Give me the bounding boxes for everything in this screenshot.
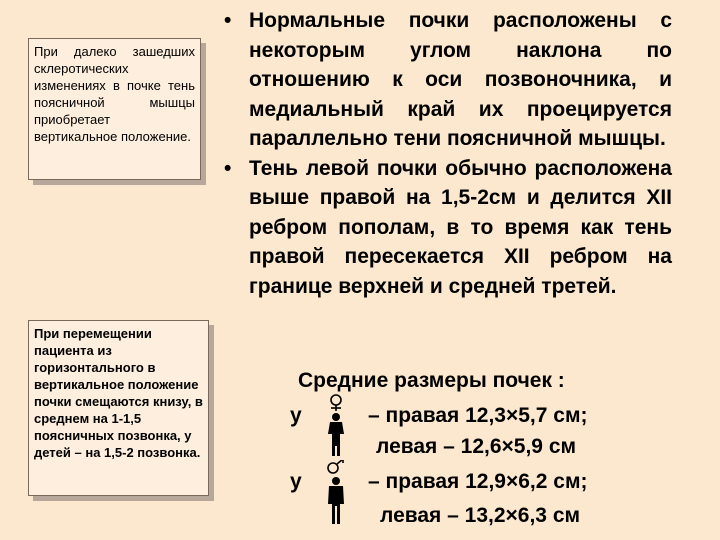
male-left-size: левая – 13,2×6,3 см — [380, 504, 581, 527]
note-bottom-text: При перемещении пациента из горизонтального в вертикальное положение почки смещаются книзу, в среднем на 1-1,5 поясничных позвонка, у детей – на 1,5-2 позвонка. — [34, 326, 203, 460]
female-left-size: левая – 12,6×5,9 см — [376, 435, 577, 458]
bullet-dot: • — [224, 9, 232, 32]
female-figure-icon — [316, 394, 356, 458]
bullet-text: Тень левой почки обычно расположена выше правой на 1,5-2см и делится XII ребром пополам, в то время как тень правой пересекается XII ребром на границе верхней и средней третей. — [249, 156, 672, 298]
female-right-size: – правая 12,3×5,7 см; — [368, 404, 588, 427]
male-prefix: у — [290, 470, 302, 493]
female-prefix: у — [290, 404, 302, 427]
sizes-title: Средние размеры почек : — [298, 369, 565, 392]
note-bottom — [28, 320, 209, 496]
main-text — [222, 6, 672, 301]
bullet-item — [222, 154, 672, 302]
note-top-text: При далеко зашедших склеротических изменениях в почке тень поясничной мышцы приобретает вертикальное положение. — [34, 44, 195, 144]
male-right-size: – правая 12,9×6,2 см; — [368, 470, 588, 493]
male-figure-icon — [316, 460, 356, 526]
bullet-text: Нормальные почки расположены с некоторым углом наклона по отношению к оси позвоночника, и медиальный край их проецируется параллельно тени поясничной мышцы. — [249, 9, 672, 150]
bullet-item — [222, 6, 672, 154]
bullet-dot: • — [224, 156, 232, 180]
note-top — [28, 38, 201, 180]
